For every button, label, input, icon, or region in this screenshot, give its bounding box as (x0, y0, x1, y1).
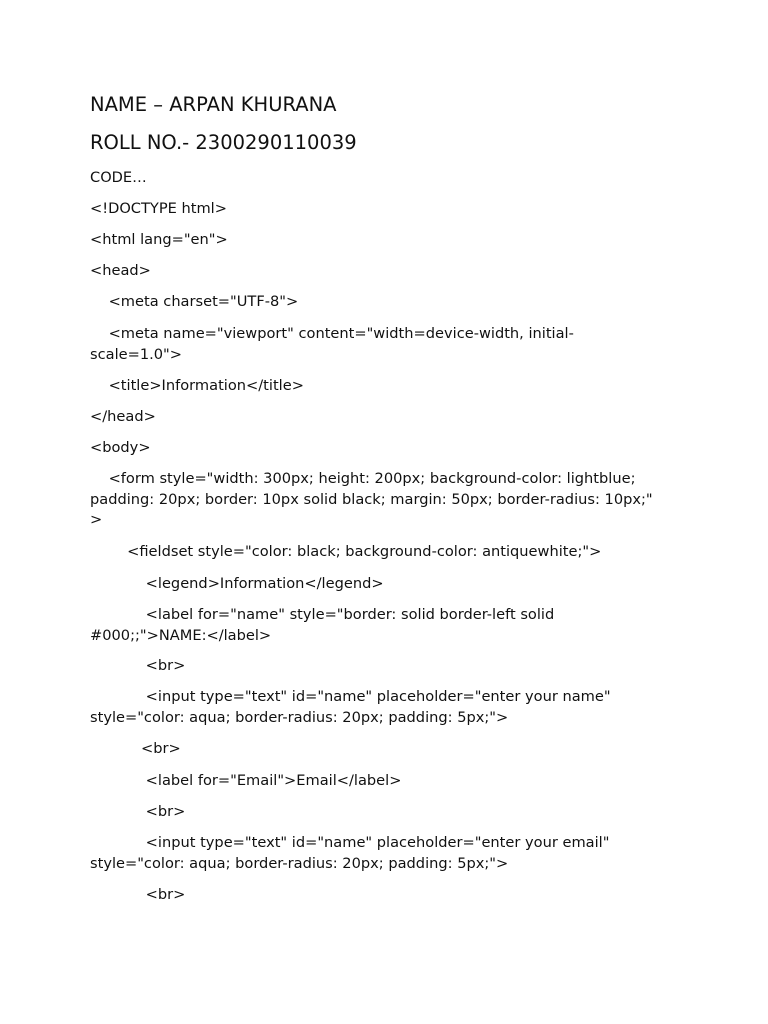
code-line: <label for="Email">Email</label> (90, 772, 402, 789)
code-line: <body> (90, 439, 151, 456)
code-line: <br> (90, 740, 181, 757)
roll-number-heading: ROLL NO.- 2300290110039 (90, 131, 357, 154)
code-line: <meta charset="UTF-8"> (90, 293, 299, 310)
code-line: <label for="name" style="border: solid border-left solid #000;;">NAME:</label> (90, 606, 555, 644)
code-line: <fieldset style="color: black; background-color: antiquewhite;"> (90, 543, 602, 560)
code-line: <br> (90, 886, 186, 903)
code-line: <!DOCTYPE html> (90, 200, 227, 217)
code-line: <legend>Information</legend> (90, 575, 384, 592)
code-label: CODE… (90, 169, 147, 186)
code-line: <input type="text" id="name" placeholder="enter your name" style="color: aqua; border-radius: 20px; padding: 5px;"> (90, 688, 611, 726)
code-line: <form style="width: 300px; height: 200px; background-color: lightblue; padding: 20px; border: 10px solid black; margin: 50px; border-radius: 10px;" > (90, 470, 653, 528)
student-name-heading: NAME – ARPAN KHURANA (90, 93, 337, 116)
code-line: <title>Information</title> (90, 377, 304, 394)
code-line: <input type="text" id="name" placeholder="enter your email" style="color: aqua; border-radius: 20px; padding: 5px;"> (90, 834, 610, 872)
code-line: <meta name="viewport" content="width=device-width, initial- scale=1.0"> (90, 325, 574, 363)
code-line: <br> (90, 803, 186, 820)
code-line: <br> (90, 657, 186, 674)
code-line: </head> (90, 408, 156, 425)
code-line: <html lang="en"> (90, 231, 228, 248)
code-line: <head> (90, 262, 151, 279)
